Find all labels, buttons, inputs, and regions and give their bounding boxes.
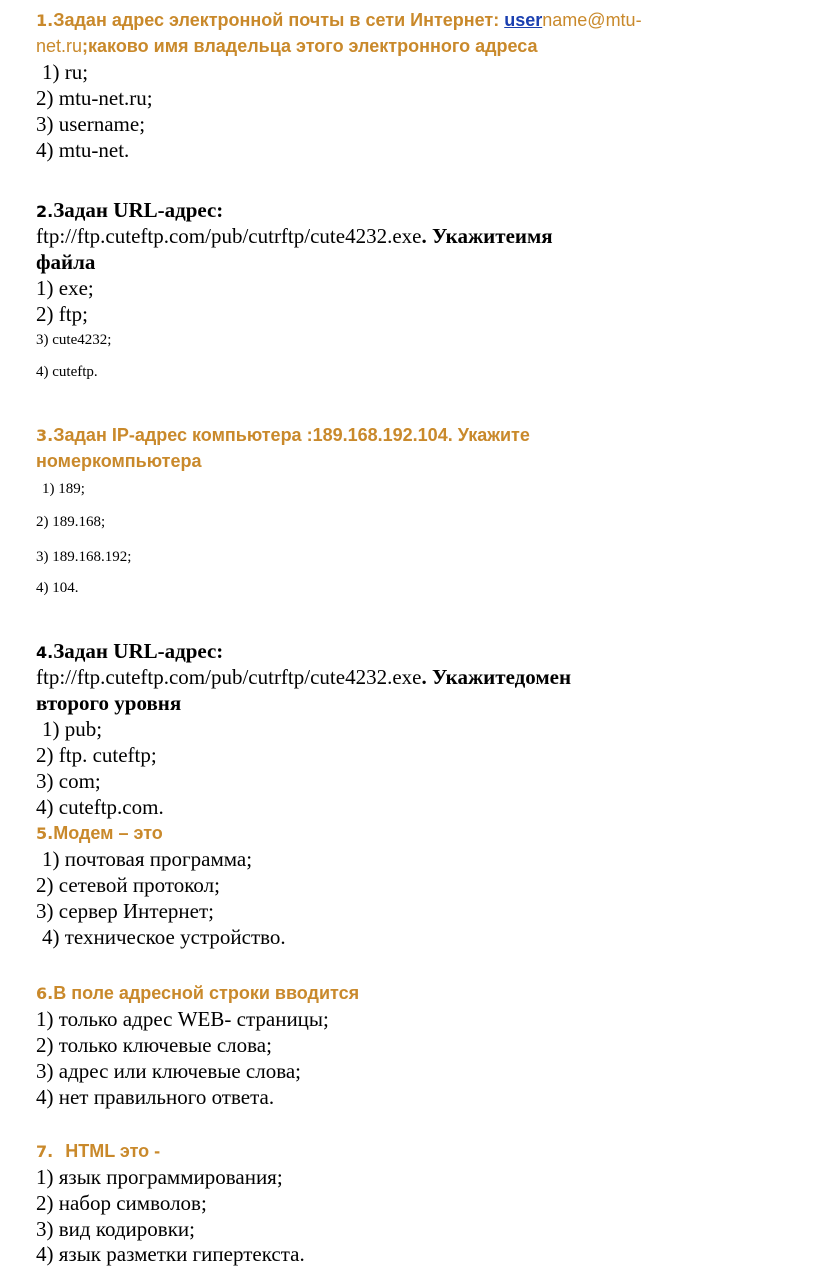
q5-answer-2: 2) сетевой протокол; — [36, 873, 220, 897]
q1-answer-1: 1) ru; — [42, 60, 89, 84]
q2-answer-3: 3) cute4232; — [36, 332, 112, 348]
q4-answer-1: 1) pub; — [42, 717, 103, 741]
question-5-title-text: Модем – это — [53, 823, 163, 843]
q1-answer-3: 3) username; — [36, 112, 146, 136]
question-7-title — [36, 1138, 160, 1165]
question-2-title-text: Задан URL-адрес: — [53, 198, 224, 222]
question-1-lead: Задан адрес электронной почты в сети Интернет: — [53, 10, 505, 30]
q6-answer-4: 4) нет правильного ответа. — [36, 1085, 275, 1109]
q2-answer-1: 1) exe; — [36, 276, 94, 300]
question-5-number: 5. — [36, 824, 54, 843]
q5-answer-4: 4) техническое устройство. — [42, 925, 286, 949]
question-4-tail2: второго уровня — [36, 691, 182, 715]
question-3-title2: номеркомпьютера — [36, 451, 202, 471]
question-6-title-text: В поле адресной строки вводится — [53, 983, 360, 1003]
question-4-url: ftp://ftp.cuteftp.com/pub/cutrftp/cute4232.exe — [36, 665, 422, 689]
q2-answer-4: 4) cuteftp. — [36, 364, 98, 380]
question-4-tail1: . Укажитедомен — [421, 665, 572, 689]
question-2-url-line — [36, 223, 553, 250]
q7-answer-3: 3) вид кодировки; — [36, 1217, 195, 1241]
email-user-link[interactable]: user — [504, 10, 543, 30]
question-6-title — [36, 980, 359, 1007]
email-rest-1: name@mtu- — [542, 10, 642, 30]
q3-answer-2: 2) 189.168; — [36, 514, 106, 530]
email-rest-2: net.ru — [36, 36, 83, 56]
q7-answer-1: 1) язык программирования; — [36, 1165, 283, 1189]
question-3-title-line1 — [36, 422, 530, 449]
q4-answer-3: 3) com; — [36, 769, 101, 793]
q5-answer-1: 1) почтовая программа; — [42, 847, 253, 871]
question-4-title-text: Задан URL-адрес: — [53, 639, 224, 663]
question-2-tail2: файла — [36, 250, 96, 274]
question-2-number: 2. — [36, 202, 54, 221]
q6-answer-3: 3) адрес или ключевые слова; — [36, 1059, 302, 1083]
question-4-url-line — [36, 664, 571, 691]
question-4-title-line3 — [36, 690, 181, 717]
question-4-title — [36, 638, 223, 666]
q7-answer-2: 2) набор символов; — [36, 1191, 207, 1215]
question-2-tail1: . Укажитеимя — [421, 224, 553, 248]
q5-answer-3: 3) сервер Интернет; — [36, 899, 214, 923]
question-4-number: 4. — [36, 643, 54, 662]
question-3-title-line2 — [36, 448, 202, 474]
q6-answer-1: 1) только адрес WEB- страницы; — [36, 1007, 329, 1031]
q6-answer-2: 2) только ключевые слова; — [36, 1033, 272, 1057]
question-1-title-line2 — [36, 33, 538, 59]
question-2-title-line3 — [36, 249, 95, 276]
q1-answer-2: 2) mtu-net.ru; — [36, 86, 153, 110]
question-3-number: 3. — [36, 426, 54, 445]
q7-answer-4: 4) язык разметки гипертекста. — [36, 1242, 305, 1266]
q2-answer-2: 2) ftp; — [36, 302, 88, 326]
question-1-title-line1 — [36, 7, 642, 34]
question-7-title-text: HTML это - — [65, 1141, 161, 1161]
q3-answer-1: 1) 189; — [42, 481, 85, 497]
q3-answer-4: 4) 104. — [36, 580, 79, 596]
question-3-title1: Задан IP-адрес компьютера :189.168.192.104. Укажите — [53, 425, 530, 445]
question-2-url: ftp://ftp.cuteftp.com/pub/cutrftp/cute4232.exe — [36, 224, 422, 248]
q3-answer-3: 3) 189.168.192; — [36, 549, 132, 565]
question-1-tail: ;каково имя владельца этого электронного адреса — [82, 36, 538, 56]
question-6-number: 6. — [36, 984, 54, 1003]
q4-answer-2: 2) ftp. cuteftp; — [36, 743, 157, 767]
q1-answer-4: 4) mtu-net. — [36, 138, 130, 162]
question-1-number: 1. — [36, 11, 54, 30]
question-7-number: 7. — [36, 1142, 54, 1161]
question-2-title — [36, 197, 223, 225]
q4-answer-4: 4) cuteftp.com. — [36, 795, 164, 819]
question-5-title — [36, 820, 163, 847]
